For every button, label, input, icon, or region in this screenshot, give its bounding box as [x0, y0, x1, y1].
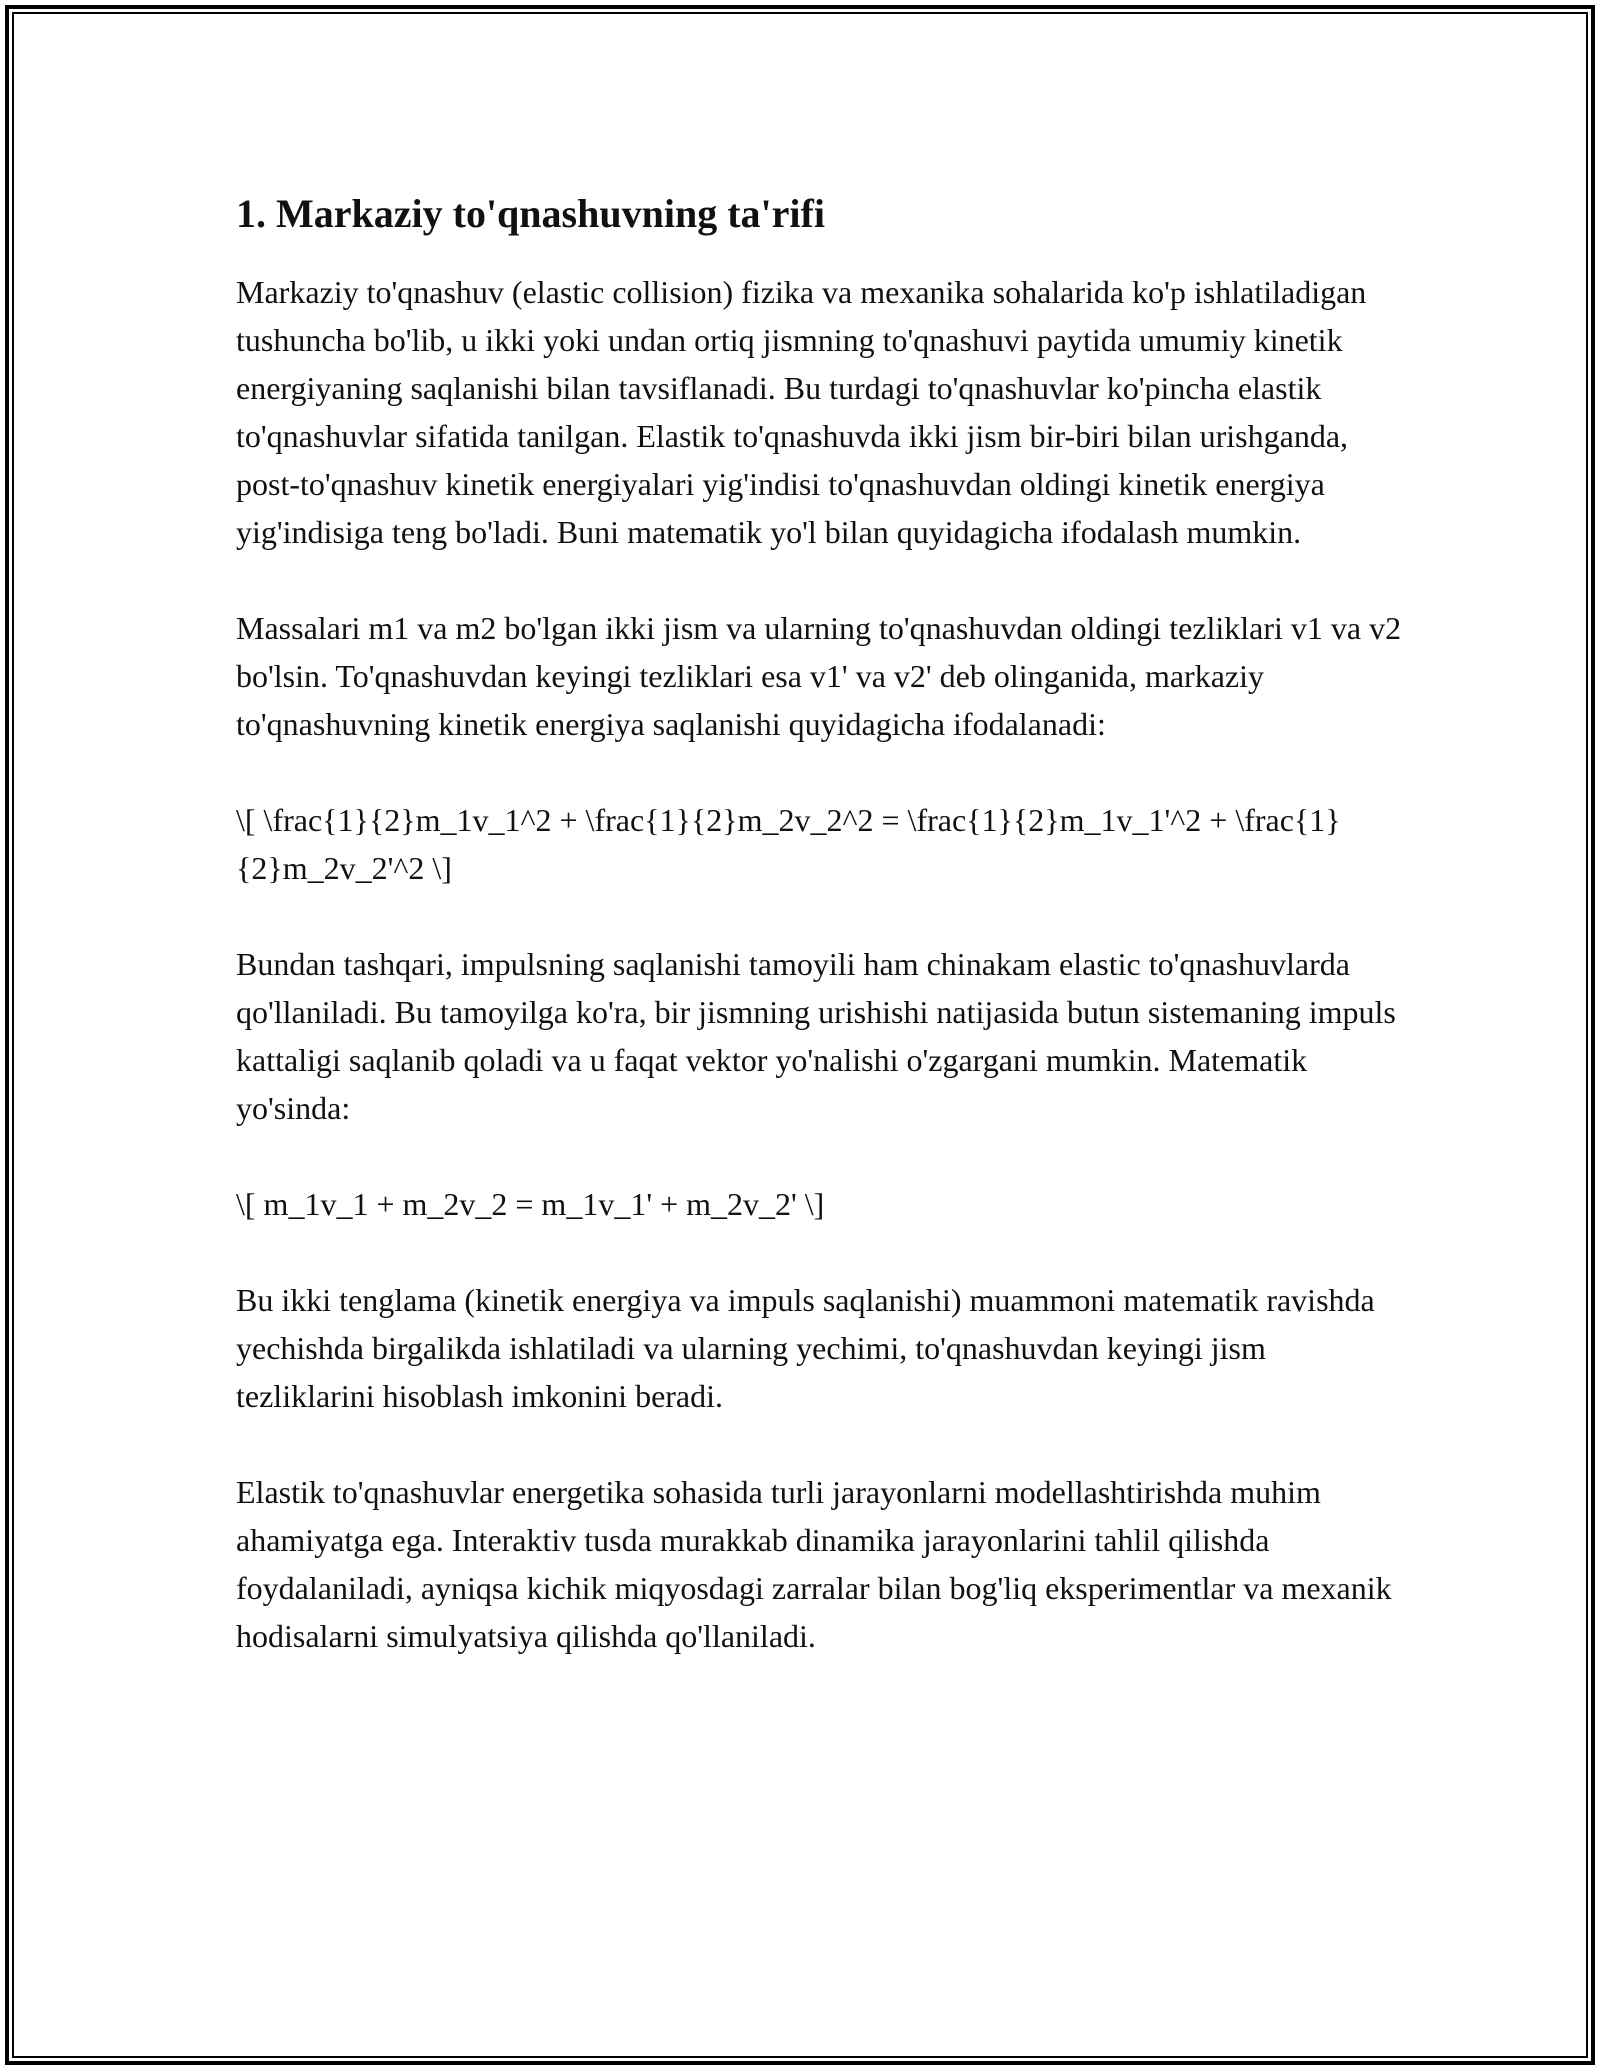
- paragraph-masses-velocities: Massalari m1 va m2 bo'lgan ikki jism va ularning to'qnashuvdan oldingi tezliklari v1 va v2 bo'lsin. To'qnashuvdan keyingi tezliklari esa v1' va v2' deb olinganida, markaziy to'qnashuvning kinetik energiya saqlanishi quyidagicha ifodalanadi:: [236, 610, 1402, 742]
- equation-momentum: \[ m_1v_1 + m_2v_2 = m_1v_1' + m_2v_2' \]: [236, 1186, 825, 1222]
- paragraph-solution: Bu ikki tenglama (kinetik energiya va impuls saqlanishi) muammoni matematik ravishda yechishda birgalikda ishlatiladi va ularning yechimi, to'qnashuvdan keyingi jism tezliklarini hisoblash imkonini beradi.: [236, 1282, 1375, 1414]
- equation-kinetic-energy: \[ \frac{1}{2}m_1v_1^2 + \frac{1}{2}m_2v_2^2 = \frac{1}{2}m_1v_1'^2 + \frac{1}{2}m_2v_2'^2 \]: [236, 802, 1341, 886]
- section-heading: 1. Markaziy to'qnashuvning ta'rifi: [236, 191, 825, 236]
- paragraph-momentum: Bundan tashqari, impulsning saqlanishi tamoyili ham chinakam elastic to'qnashuvlarda qo'llaniladi. Bu tamoyilga ko'ra, bir jismning urishishi natijasida butun sistemaning impuls kattaligi saqlanib qoladi va u faqat vektor yo'nalishi o'zgargani mumkin. Matematik yo'sinda:: [236, 946, 1396, 1126]
- paragraph-applications: Elastik to'qnashuvlar energetika sohasida turli jarayonlarni modellashtirishda muhim ahamiyatga ega. Interaktiv tusda murakkab dinamika jarayonlarini tahlil qilishda foydalaniladi, ayniqsa kichik miqyosdagi zarralar bilan bog'liq eksperimentlar va mexanik hodisalarni simulyatsiya qilishda qo'llaniladi.: [236, 1474, 1392, 1654]
- paragraph-definition: Markaziy to'qnashuv (elastic collision) fizika va mexanika sohalarida ko'p ishlatiladigan tushuncha bo'lib, u ikki yoki undan ortiq jismning to'qnashuvi paytida umumiy kinetik energiyaning saqlanishi bilan tavsiflanadi. Bu turdagi to'qnashuvlar ko'pincha elastik to'qnashuvlar sifatida tanilgan. Elastik to'qnashuvda ikki jism bir-biri bilan urishganda, post-to'qnashuv kinetik energiyalari yig'indisi to'qnashuvdan oldingi kinetik energiya yig'indisiga teng bo'ladi. Buni matematik yo'l bilan quyidagicha ifodalash mumkin.: [236, 274, 1367, 550]
- document-body: [236, 188, 1406, 1660]
